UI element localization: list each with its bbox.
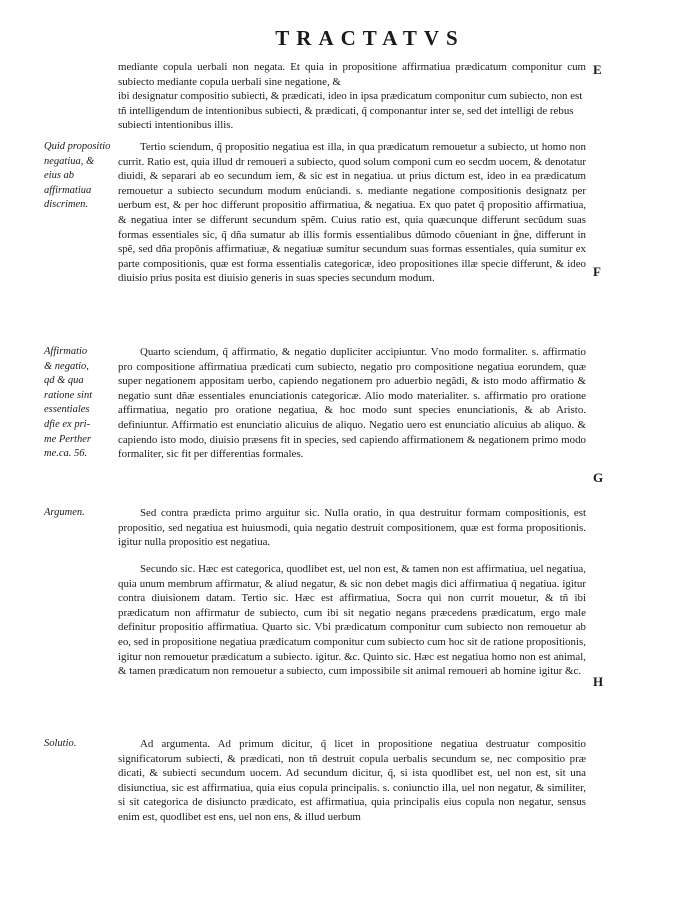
- margin-note-line: ratione sint: [44, 389, 93, 401]
- margin-note-quid: [44, 140, 114, 213]
- margin-note-line: & negatio,: [44, 360, 89, 372]
- margin-note-line: essentiales: [44, 404, 90, 416]
- margin-note-line: Affirmatio: [44, 346, 88, 357]
- paragraph-text: Sed contra prædicta primo arguitur sic. Nulla oratio, in qua destruitur formam compositionis, est propositio, sed negatiua est huiusmodi, quia negatio destruit compositionem, quæ est forma propositionis. igitur nulla propositio est negatiua.: [118, 507, 586, 549]
- paragraph-text: Quarto sciendum, q̃ affirmatio, & negatio dupliciter accipiuntur. Vno modo formaliter. s. affirmatio pro compositione affirmatiua prædicati cum subiecto, negatio pro compositione negatiua eorundem, quæ super negationem appositam uerbo, capiendo negationem pro aduerbio negãdi, & isto modo affirmatio & negatio sunt dñæ essentiales enunciationis categoricæ. Alio modo materialiter. s. affirmatio pro oratione affirmatiua, negatio pro oratione negatiua, & hoc modo sunt species enunciationis, & ab Aristo. definiuntur. Affirmatio est enunciatio alicuius de aliquo. Negatio uero est enunciatio alicuius ab aliquo. & capiendo isto modo, diuisio præsens fit in species, sed capiendo affirmationem & negationem primo modo formaliter, sic fit per differentias formales.: [118, 346, 586, 461]
- paragraph-1: [118, 60, 586, 133]
- margin-note-line: eius ab affirmatiua: [44, 170, 92, 196]
- paragraph-text: mediante copula uerbali non negata. Et quia in propositione affirmatiua prædicatum componitur cum subiecto mediante copula uerbali sine negatione, &: [118, 61, 586, 88]
- paragraph-text: ibi designatur compositio subiecti, & prædicati, ideo in ipsa prædicatum componitur cum subiecto, non est tñ intelligendum de intentionibus subiecti, & prædicati, q̃ componantur inter se, sed det intelligi de rebus subiecti intentionibus illis.: [118, 90, 583, 132]
- paragraph-6: [118, 737, 586, 825]
- paragraph-text: Secundo sic. Hæc est categorica, quodlibet est, uel non est, & tamen non est affirmatiua, uel negatiua, quia unum membrum affirmatur, & aliud negatur, & sic non debet magis dici affirmatiua q̃ negatiua. igitur contra diuisionem datam. Tertio sic. Hæc est affirmatiua, Socra qui non currit mouetur, & tñ ibi prædicatum non affirmatur de subiecto, cum ibi sit negatio negans præcedens prædicatum, ergo male definitur propositio affirmatiua. Quarto sic. Vbi prædicatum componitur cum subiecto non remouetur ab eo, sed in propositione negatiua prædicatum componitur cum subiecto cum hoc sit de ratione propositionis, igitur non remouetur prædicatum a subiecto. igitur. &c. Quinto sic. Hæc est negatiua homo non est animal, & tamen prædicatum non remouetur a subiecto, cum impossibile sit animal remoueri ab homine igitur &c.: [118, 563, 586, 678]
- section-letter-e: E: [593, 62, 602, 77]
- margin-note-line: dfie ex pri-: [44, 418, 91, 430]
- paragraph-text: Ad argumenta. Ad primum dicitur, q̃ licet in propositione negatiua destruatur compositio significatorum subiecti, & prædicati, non tñ destruit copula uerbalis secundum se, nec compositio præ dicati, & subiecti secundum uocem. Ad secundum dicitur, q̃, si ista quodlibet est, uel non est, sit una disiunctiua, sic est affirmatiua, quia eius copula principalis. s. coniunctio illa, uel non negatur, & similiter, si sit categorica de disiuncto prædicato, est affirmatiua, quia principalis eius copula non negatur, sensus enim est, quodlibet est ens, uel non ens, & illud uerbum: [118, 738, 586, 823]
- section-letter-g: G: [593, 470, 604, 485]
- margin-note-line: qd & qua: [44, 375, 84, 387]
- paragraph-4: [118, 506, 586, 550]
- margin-note-affirmatio: [44, 345, 114, 462]
- paragraph-5: [118, 562, 586, 679]
- paragraph-3: [118, 345, 586, 462]
- margin-note-line: me.ca. 56.: [44, 448, 88, 460]
- page-title: TRACTATVS: [275, 26, 465, 50]
- paragraph-2: [118, 140, 586, 286]
- margin-note-line: me Perther: [44, 433, 91, 445]
- running-header: [0, 26, 685, 51]
- paragraph-text: Tertio sciendum, q̃ propositio negatiua est illa, in qua prædicatum remouetur a subiecto, ut homo non currit. Ratio est, quia illud dr remoueri a subiecto, quod solum componi cum eo secdm uocem, & denotatur diuidi, & separari ab eo secundum iem, & sic est in negatiua. ut prius dictum est, ideo in ea prædicatum remouetur a subiecto secundum modum enûciandi. s. mediante negatione compositionis designatz per uerbum est, & per hoc differunt propositio affirmatiua, & negatiua. Ex quo patet q̃ propositio affirmatiua, & negatiua inter se differunt secundum spẽm. Cuius ratio est, quia quæcunque differunt secũdum suas formas essentiales sic, q̃ dña sumatur ab illis formis essentialibus dũmodo côueniant in g̃ne, differunt in spẽ, sed dña propônis affirmatiuæ, & negatiuæ sumitur secundum suas formas essentiales, quia sumitur ex parte compositionis, quæ est forma essentialis categoricæ, ideo propositiones illæ specie differunt, & ideo diuisio prius posita est diuisio generis in suas species secundum modum.: [118, 141, 586, 285]
- margin-note-line: discrimen.: [44, 199, 89, 211]
- section-letter-h: H: [593, 674, 604, 689]
- margin-note-solutio: Solutio.: [44, 738, 77, 749]
- section-letter-f: F: [593, 264, 601, 279]
- margin-note-argumen: Argumen.: [44, 507, 85, 518]
- margin-note-line: Quid propositio negatiua, &: [44, 141, 111, 167]
